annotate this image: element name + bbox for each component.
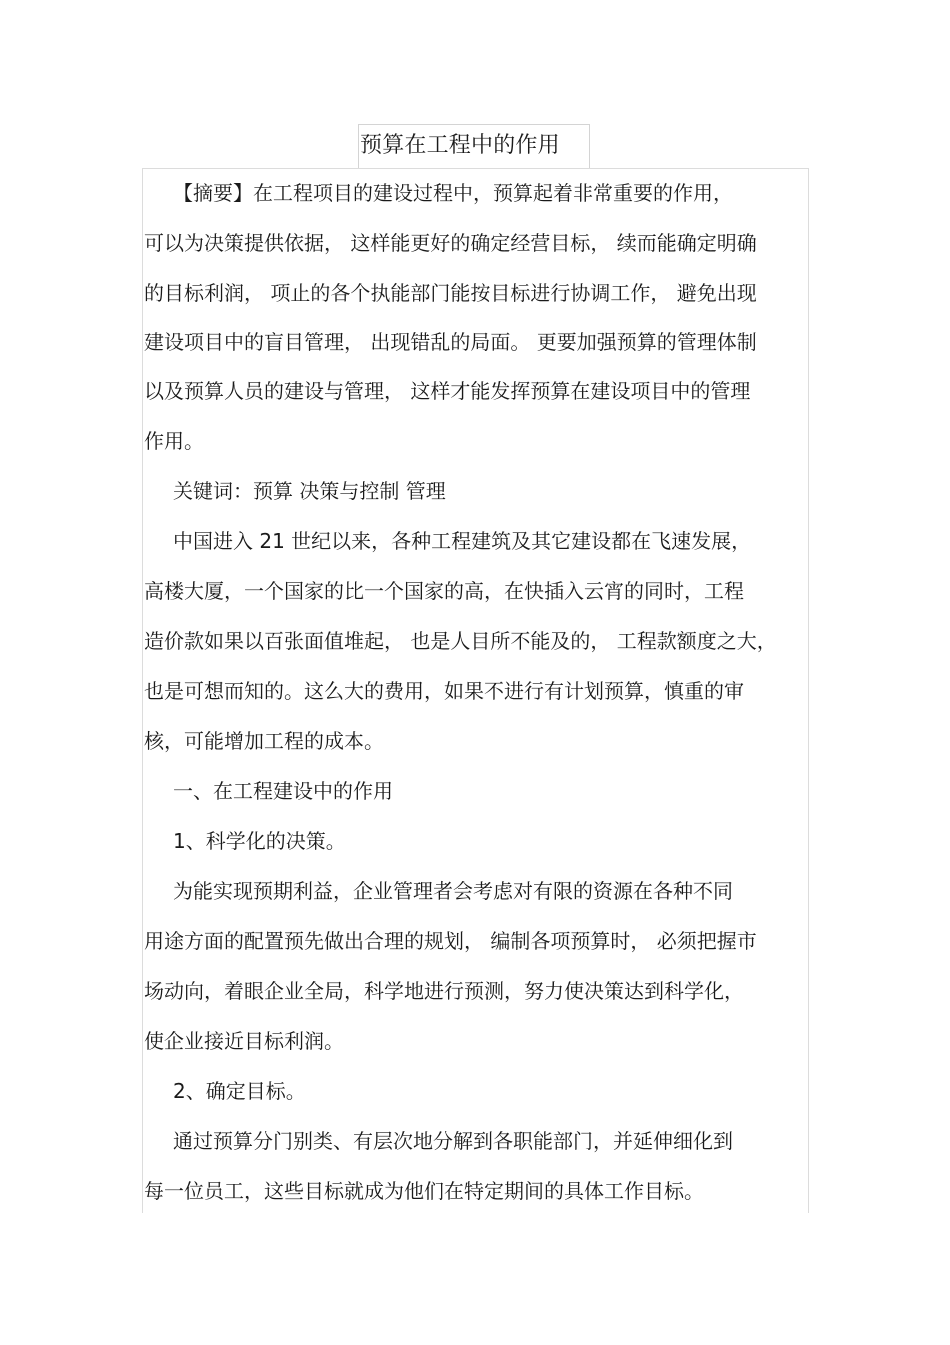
decision-line-3: 场动向，着眼企业全局，科学地进行预测，努力使决策达到科学化， xyxy=(144,979,744,1003)
intro-line-2: 高楼大厦，一个国家的比一个国家的高，在快插入云宵的同时，工程 xyxy=(144,579,744,603)
abstract-line-3: 的目标利润， 项止的各个执能部门能按目标进行协调工作， 避免出现 xyxy=(144,281,757,305)
abstract-line-4: 建设项目中的盲目管理， 出现错乱的局面。 更要加强预算的管理体制 xyxy=(144,330,757,354)
subsection-heading-1: 1、科学化的决策。 xyxy=(173,829,346,853)
decision-line-1: 为能实现预期利益，企业管理者会考虑对有限的资源在各种不同 xyxy=(173,879,733,903)
document-title: 预算在工程中的作用 xyxy=(360,133,560,158)
keywords-line: 关键词：预算 决策与控制 管理 xyxy=(173,479,446,503)
decision-line-2: 用途方面的配置预先做出合理的规划， 编制各项预算时， 必须把握市 xyxy=(144,929,757,953)
target-line-2: 每一位员工，这些目标就成为他们在特定期间的具体工作目标。 xyxy=(144,1179,704,1203)
intro-line-5: 核，可能增加工程的成本。 xyxy=(144,729,384,753)
abstract-line-2: 可以为决策提供依据， 这样能更好的确定经营目标， 续而能确定明确 xyxy=(144,231,757,255)
decision-line-4: 使企业接近目标利润。 xyxy=(144,1029,344,1053)
target-line-1: 通过预算分门别类、有层次地分解到各职能部门，并延伸细化到 xyxy=(173,1129,733,1153)
abstract-line-6: 作用。 xyxy=(144,429,204,453)
intro-line-1: 中国进入 21 世纪以来，各种工程建筑及其它建设都在飞速发展， xyxy=(173,529,752,553)
section-heading-1: 一、在工程建设中的作用 xyxy=(173,779,393,803)
abstract-line-5: 以及预算人员的建设与管理， 这样才能发挥预算在建设项目中的管理 xyxy=(144,379,751,403)
abstract-line-1: 【摘要】在工程项目的建设过程中，预算起着非常重要的作用， xyxy=(173,181,733,205)
intro-line-3: 造价款如果以百张面值堆起， 也是人目所不能及的， 工程款额度之大， xyxy=(144,629,777,653)
intro-line-4: 也是可想而知的。这么大的费用，如果不进行有计划预算，慎重的审 xyxy=(144,679,744,703)
subsection-heading-2: 2、确定目标。 xyxy=(173,1079,306,1103)
